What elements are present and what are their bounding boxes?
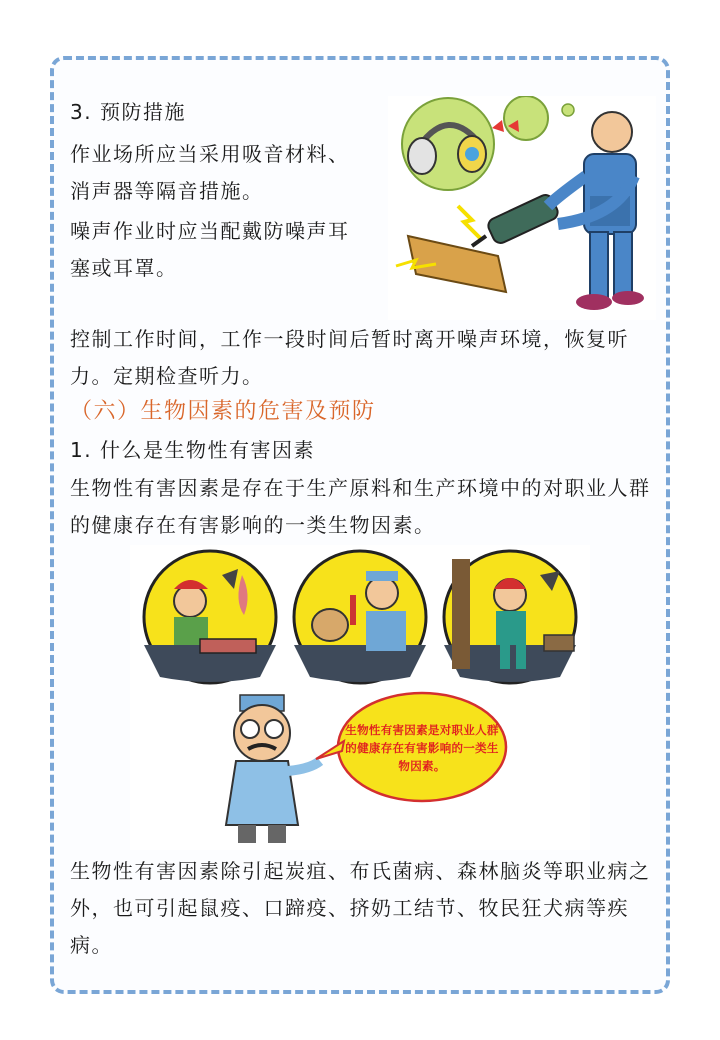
noise-worker-illustration	[388, 96, 656, 320]
worker-with-drill	[548, 112, 644, 310]
section3-para3: 控制工作时间，工作一段时间后暂时离开噪声环境，恢复听力。定期检查听力。	[70, 327, 629, 388]
biological-factors-illustration	[130, 545, 590, 850]
veterinarian-dog	[294, 551, 426, 683]
lumberjack-worker	[444, 551, 576, 683]
section6-definition: 生物性有害因素是存在于生产原料和生产环境中的对职业人群的健康存在有害影响的一类生物因素。	[70, 476, 651, 537]
section6-diseases: 生物性有害因素除引起炭疽、布氏菌病、森林脑炎等职业病之外，也可引起鼠疫、口蹄疫、挤奶工结节、牧民狂犬病等疾病。	[70, 859, 651, 957]
butcher-worker	[144, 551, 276, 683]
thought-bubble-mid	[504, 96, 548, 140]
speech-bubble-text: 生物性有害因素是对职业人群的健康存在有害影响的一类生物因素。	[345, 723, 499, 773]
wood-plank	[408, 236, 506, 292]
section3-title: 3. 预防措施	[70, 100, 186, 124]
section3-para2: 噪声作业时应当配戴防噪声耳塞或耳罩。	[70, 219, 350, 280]
section6-title: （六）生物因素的危害及预防	[70, 399, 376, 424]
section6-subtitle: 1. 什么是生物性有害因素	[70, 438, 315, 462]
doctor-speaking	[226, 695, 320, 843]
section3-para1: 作业场所应当采用吸音材料、消声器等隔音措施。	[70, 142, 350, 203]
